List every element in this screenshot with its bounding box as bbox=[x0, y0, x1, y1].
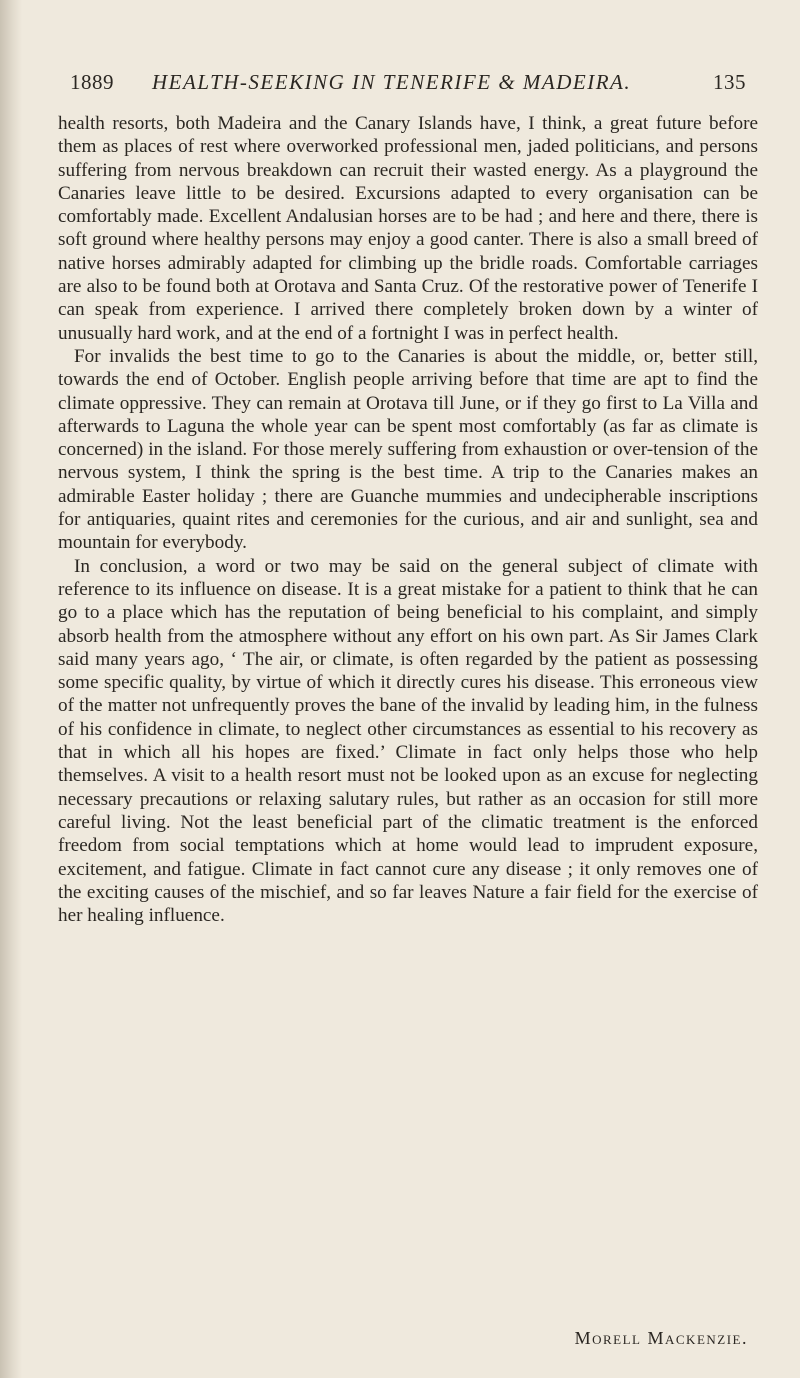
paragraph-2: For invalids the best time to go to the Canaries is about the middle, or, better still, towards the end of October. English people arriving before that time are apt to find the climate oppressive. They can remain at Orotava till June, or if they go first to La Villa and afterwards to Laguna the whole year can be spent most comfortably (as far as climate is concerned) in the island. For those merely suffering from exhaustion or over-tension of the nervous system, I think the spring is the best time. A trip to the Canaries makes an admirable Easter holiday ; there are Guanche mummies and undecipherable inscriptions for antiquaries, quaint rites and ceremonies for the curious, and air and sunlight, sea and mountain for everybody. bbox=[58, 345, 758, 554]
running-head-year: 1889 bbox=[70, 70, 114, 94]
running-head-title: HEALTH-SEEKING IN TENERIFE & MADEIRA. bbox=[152, 70, 632, 94]
page-gutter-shadow bbox=[0, 0, 22, 1378]
article-body bbox=[58, 112, 758, 927]
page-number: 135 bbox=[713, 70, 746, 94]
author-signature: Morell Mackenzie. bbox=[574, 1328, 748, 1348]
paragraph-3: In conclusion, a word or two may be said on the general subject of climate with reference to its influence on disease. It is a great mistake for a patient to think that he can go to a place which has the reputation of being beneficial to his complaint, and simply absorb health from the atmosphere without any effort on his own part. As Sir James Clark said many years ago, ‘ The air, or climate, is often regarded by the patient as possessing some specific quality, by virtue of which it directly cures his disease. This erroneous view of the matter not unfrequently proves the bane of the invalid by leading him, in the fulness of his confidence in climate, to neglect other circumstances as essential to his recovery as that in which all his hopes are fixed.’ Climate in fact only helps those who help themselves. A visit to a health resort must not be looked upon as an excuse for neglecting necessary precautions or relaxing salutary rules, but rather as an occasion for still more careful living. Not the least beneficial part of the climatic treatment is the enforced freedom from social temptations which at home would lead to imprudent exposure, excitement, and fatigue. Climate in fact cannot cure any disease ; it only removes one of the exciting causes of the mischief, and so far leaves Nature a fair field for the exercise of her healing influence. bbox=[58, 555, 758, 927]
paragraph-1: health resorts, both Madeira and the Canary Islands have, I think, a great future before them as places of rest where overworked professional men, jaded politicians, and persons suffering from nervous breakdown can recruit their wasted energy. As a playground the Canaries leave little to be desired. Excursions adapted to every organisation can be comfortably made. Excellent Andalusian horses are to be had ; and here and there, there is soft ground where healthy persons may enjoy a good canter. There is also a small breed of native horses admirably adapted for climbing up the bridle roads. Comfortable carriages are also to be found both at Orotava and Santa Cruz. Of the restorative power of Tenerife I can speak from experience. I arrived there completely broken down by a winter of unusually hard work, and at the end of a fortnight I was in perfect health. bbox=[58, 113, 758, 344]
running-head bbox=[70, 64, 750, 98]
